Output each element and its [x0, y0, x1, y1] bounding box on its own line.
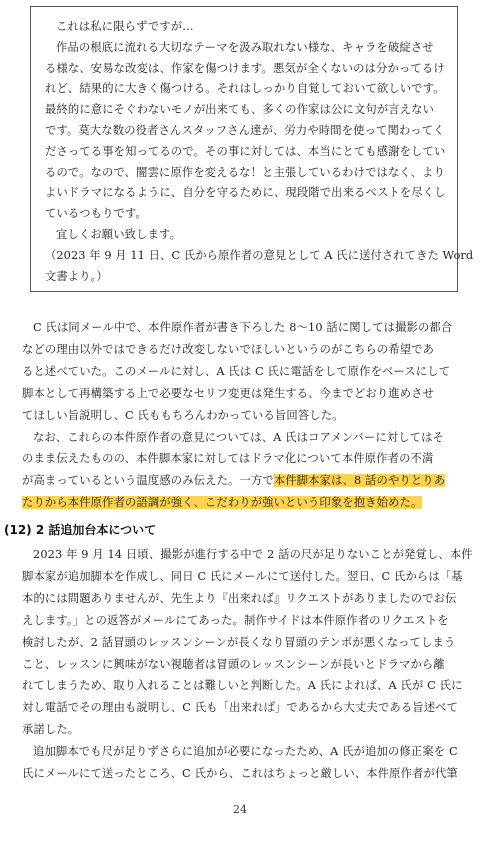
body-line: 脚本家が追加脚本を作成し、同日 C 氏にメールにて送付した。翌日、C 氏からは「基	[22, 569, 463, 583]
body-line: 2023 年 9 月 14 日頃、撮影が進行する中で 2 話の尺が足りないことが発覚し、本件	[33, 548, 473, 561]
section-heading: (12) 2 話追加台本について	[4, 523, 157, 537]
quote-line: 最終的に意にそぐわないモノが出来ても、多くの作家は公に文句が言えない	[45, 103, 435, 117]
body-line: ると述べていた。このメールに対し、A 氏は C 氏に電話をして原作をベースにして	[22, 364, 451, 378]
body-line: れてしまうため、取り入れることは難しいと判断した。A 氏によれば、A 氏が C 氏に	[22, 679, 463, 693]
page-number: 24	[233, 803, 247, 816]
highlighted-text: たりから本件原作者の語調が強く、こだわりが強いという印象を抱き始めた。	[22, 496, 423, 510]
body-text: が高まっているという温度感のみ伝えた。一方で	[22, 474, 274, 488]
body-line: のまま伝えたものの、本件脚本家に対してはドラマ化について本件原作者の不満	[22, 452, 434, 466]
quote-line: ださってる事を知ってるので。その事に対しては、本当にとても感謝をしてい	[45, 144, 446, 158]
body-line: えします。」との返答がメールにてあった。制作サイドは本件原作者のリクエストを	[22, 613, 449, 627]
quote-line: です。莫大な数の役者さんスタッフさん達が、労力や時間を使って関わってく	[45, 123, 445, 137]
body-paragraphs-1	[22, 317, 462, 514]
body-line: 氏にメールにて送ったところ、C 氏から、これはちょっと厳しい、本件原作者が代筆	[22, 767, 458, 781]
quote-line: ているつもりです。	[45, 207, 148, 221]
quote-line: る様な、安易な改変は、作家を傷つけます。悪気が全くないのは分かってるけ	[45, 61, 445, 75]
body-line: てほしい旨説明し、C 氏ももちろんわかっている旨回答した。	[22, 408, 344, 422]
body-line: 検討したが、2 話冒頭のレッスンシーンが長くなり冒頭のテンポが悪くなってしまう	[22, 635, 456, 649]
body-line	[22, 470, 462, 492]
quote-line: 作品の根底に流れる大切なテーマを汲み取れない様な、キャラを破綻させ	[56, 40, 434, 54]
body-line: 承諾した。	[22, 723, 80, 737]
body-line	[22, 492, 462, 514]
body-line: なお、これらの本件原作者の意見については、A 氏はコアメンバーに対してはそ	[33, 430, 444, 444]
body-line: などの理由以外ではできるだけ改変しないでほしいというのがこちらの希望であ	[22, 342, 435, 356]
body-line: 本的には問題ありませんが、先生より『出来れば』リクエストがありましたのでお伝	[22, 591, 457, 605]
quote-line: るので。なので、闇雲に原作を変えるな！と主張しているわけではなく、より	[45, 165, 445, 179]
body-line: 脚本として再構築する上で必要なセリフ変更は発生する、今までどおり進めさせ	[22, 386, 435, 400]
quote-source-note: （2023 年 9 月 11 日、C 氏から原作者の意見として A 氏に送付されてきた Word	[45, 248, 474, 262]
body-line: C 氏は同メール中で、本件原作者が書き下ろした 8～10 話に関しては撮影の都合	[33, 321, 453, 334]
quote-line: よいドラマになるように、自分を守るために、現段階で出来るベストを尽くし	[45, 186, 446, 200]
highlighted-text: 本件脚本家は、8 話のやりとりあ	[273, 474, 446, 488]
quote-line: 宜しくお願い致します。	[56, 227, 182, 241]
quote-line: れど、結果的に大きく傷つける。それはしっかり自覚しておいて欲しいです。	[45, 82, 445, 96]
body-line: こと、レッスンに興味がない視聴者は冒頭のレッスンシーンが長いとドラマから離	[22, 657, 445, 671]
body-line: 対し電話でその理由も説明し、C 氏も「出来れば」であるから大丈夫である旨述べて	[22, 701, 459, 715]
body-line: 追加脚本でも尺が足りずさらに追加が必要になったため、A 氏が追加の修正案を C	[33, 745, 458, 759]
body-paragraphs-2	[22, 544, 473, 785]
quoted-opinion-box	[30, 6, 474, 292]
quote-line: これは私に限らずですが…	[56, 20, 194, 33]
quote-source-note: 文書より。）	[45, 269, 108, 283]
